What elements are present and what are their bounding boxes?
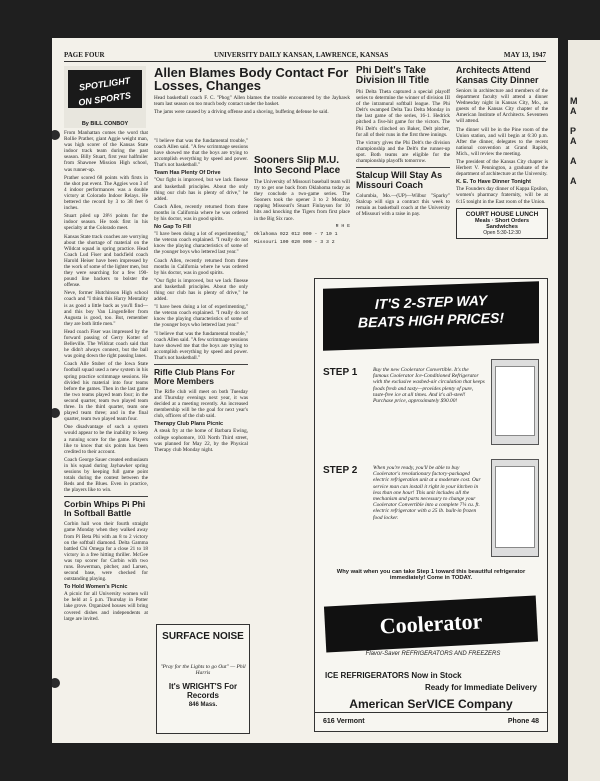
paragraph: The Founders day dinner of Kappa Epsilon, women's pharmacy fraternity, will be at 6:15 tonight in the East room of the Union.: [456, 186, 548, 205]
delivery-line: Ready for Immediate Delivery: [424, 683, 537, 692]
newspaper-page: [52, 38, 558, 743]
paragraph: "I have been doing a lot of experimenting," the veteran coach explained. "I really do not know the playing characteristics of some of the younger boys who lettered last year.": [154, 304, 248, 329]
ad-call-to-action: Why wait when you can take Step 1 toward this beautiful refrigerator immediately! Come in TODAY.: [336, 569, 526, 581]
paragraph: Neve, former Hutchinson High school coach and "I think this Harry Mentality is as good a little back as you'll find—and this boy Van Lingenfeller from Augusta is good, too. But, remember they are both little men.": [64, 290, 148, 327]
paragraph: Coach Alle Stuber of the Iowa State football squad used a new system in his spring practice scrimmage sessions. He divided his material into four teams before the games. Then in the last game the two teams played team four; in the second quarter, team two played team three. In the third quarter, team one played team three; and in the final quarter, team two played team four.: [64, 361, 148, 423]
company-phone: Phone 48: [507, 718, 539, 725]
adjacent-page-strip: [568, 40, 600, 781]
paragraph: Columbia, Mo.—(UP)—Wilbur "Sparky" Stalcup will sign a contract this week to remain as basketball coach at the University of Missouri with a raise in pay.: [356, 193, 450, 218]
corbin-headline: Corbin Whips Pi Phi In Softball Battle: [64, 499, 146, 519]
paragraph: The victory gives the Phi Delt's the division championship and the Delt's the runner-up spot. Both teams are eligible for the championship playoffs tomorrow.: [356, 139, 450, 165]
architects-column: [456, 66, 548, 274]
paragraph: One disadvantage of such a system would appear to be the inability to keep a running score for the game. Players like to know that six points has been credited to their account.: [64, 424, 148, 455]
ad-banner: [323, 281, 539, 351]
company-name: American SerVICE Company: [349, 697, 513, 711]
paragraph: The dinner will be in the Pine room of the Union station, and will begin at 6:30 p.m. After the dinner, delegates to the recent national convention at Grand Rapids, Mich., will review the meeting.: [456, 126, 548, 157]
sooners-headline: Sooners Slip M.U. Into Second Place: [254, 156, 341, 176]
phi-delt-column: [356, 66, 450, 274]
box-score-head: R H E: [335, 223, 350, 229]
ad-song: "Pray for the Lights to go Out" — Phil Harris: [160, 664, 246, 676]
box-score-line: Missouri 100 020 000 - 3 3 2: [254, 239, 335, 245]
svg-text:ON SPORTS: ON SPORTS: [77, 90, 132, 108]
paragraph: The jams were caused by a driving offense and a shoving, buffeting defense he said.: [154, 109, 329, 116]
paragraph: The Rifle club will meet on both Tuesday and Thursday evenings next year, it was decided at a meeting recently. An increased membership will be the goal for next year's club, officers of the club said.: [154, 389, 248, 420]
svg-text:SPOTLIGHT: SPOTLIGHT: [78, 75, 131, 93]
ad-tagline: Flavor-Saver REFRIGERATORS AND FREEZERS: [365, 651, 501, 657]
step-two-label: STEP 2: [323, 465, 358, 476]
paragraph: Head basketball coach F. C. "Phog" Allen blames the trouble encountered by the Jayhawk team last season on too much body contact under the basket.: [154, 95, 350, 108]
adjacent-page-text: M A P A A A: [570, 96, 578, 186]
step-one-text: Buy the new Coolerator Convertible. It's the famous Coolerator Ice-Conditioned Refrigerator with the exclusive washed-air circulation that keeps foods fresh and tasty—provides plenty of pure, taste-free ice at all times. And it's all-steel! Purchase price, approximately $90.00!: [373, 367, 485, 405]
paragraph: The president of the Kansas City chapter is Herbert V. Pennington, a graduate of the department of architecture at the University.: [456, 159, 548, 178]
step-one-label: STEP 1: [323, 367, 358, 378]
lunch-line: Sandwiches: [486, 223, 518, 230]
stalcup-headline: Stalcup Will Stay As Missouri Coach: [356, 170, 443, 190]
paragraph: Seniors in architecture and members of the department faculty will attend a dinner Wednesday night in Kansas City, Mo., as guests of the Kansas City chapter of the American Institute of Architects. Seventeen will attend.: [456, 88, 548, 125]
page-number: PAGE FOUR: [64, 51, 105, 59]
refrigerator-door: [495, 466, 535, 548]
paragraph: Coach Allen, recently returned from three months in California where he was ordered by his doctor, was in good spirits.: [154, 203, 248, 223]
phi-delt-headline: Phi Delt's Take Division III Title: [356, 66, 430, 86]
step-two-text: When you're ready, you'll be able to buy Coolerator's revolutionary factory-packaged electric refrigeration unit at a moderate cost. Our service man can install it right in your kitchen in less than one hour! This unit includes all the mechanism and parts necessary to change your Coolerator Convertible into a complete 7¼ cu. ft. electric refrigerator with a 25 lb. built-in frozen food locker.: [373, 465, 481, 521]
banner-line: IT'S 2-STEP WAY: [374, 292, 488, 312]
paragraph: Corbin hall won their fourth straight game Monday when they walked away from Pi Beta Phi with an 8 to 2 victory on the softball diamond. Delta Gamma battled Chi Omega for a close 21 to 18 victory in a free hitting thriller. McGee was top scorer for Corbin with two runs. Bowerman, pitcher, and Larsen, second base, were checked for outstanding playing.: [64, 521, 148, 583]
refrigerator-image: [491, 359, 539, 445]
court-house-lunch-ad: [456, 208, 548, 239]
therapy-headline: Therapy Club Plans Picnic: [154, 421, 224, 428]
paper-name: UNIVERSITY DAILY KANSAN, LAWRENCE, KANSAS: [214, 51, 389, 59]
paragraph: "I believe that was the fundamental trouble," coach Allen said. "A few scrimmage sessions have showed me that the boys are trying to accomplish everything by speed and power. That's not basketball.": [154, 330, 248, 361]
paragraph: Prather scored 68 points with firsts in the shot put event. The Aggies won 3 of 4 indoor performances was a double victory at Colorado Indoor Relays. He bettered the record by 3 to 38 feet 6 inches.: [64, 174, 148, 212]
rifle-headline: Rifle Club Plans For More Members: [154, 367, 235, 386]
binding-hole: [52, 130, 60, 140]
paragraph: Coach Allen, recently returned from three months in California where he was ordered by his doctor, was in good spirits.: [154, 257, 248, 276]
paragraph: The University of Missouri baseball team will try to get one back from Oklahoma today as they conclude a two-game series. The Sooners took the opener 3 to 2 Monday, rapping Missouri's Stuart Finlayson for 10 hits and knocking the Tigers from first place in the Big Six race.: [254, 179, 350, 222]
lunch-line: Meals · Short Orders: [474, 217, 530, 224]
ad-store: It's WRIGHT'S For Records: [168, 682, 238, 700]
banner-line: BEATS HIGH PRICES!: [358, 309, 504, 331]
sooners-story: [254, 156, 350, 276]
picnic-headline: To Hold Women's Picnic: [64, 584, 128, 591]
coolerator-ad: [314, 278, 548, 732]
divider: [154, 364, 248, 365]
refrigerator-image: [491, 459, 539, 557]
divider: [356, 167, 450, 168]
paragraph: "Our fight is improved, but we lack finesse and basketball principles. About the only thing our club has is plenty of drive," he added.: [154, 277, 248, 303]
binding-hole: [52, 408, 60, 418]
paragraph: Kansas State track coaches are worrying about the shortage of material on the Wildcat squad in spring practice. Head Coach Lud Fiser and backfield coach Harold Heiser have been impressed by the work of some of the lighter men, but they were searching for a few 190-pound line backers to bolster the offense.: [64, 233, 148, 289]
box-score-line: Oklahoma 022 012 000 - 7 10 1: [254, 231, 338, 237]
lunch-hours: Open 5:30-12:30: [483, 229, 521, 236]
page-header: [64, 51, 546, 62]
coolerator-logo: Coolerator: [324, 595, 538, 652]
paragraph: Phi Delta Theta captured a special playoff series to determine the winner of division III of the intramural softball league. The Phi Delt's swamped Delta Tau Delta Monday in the last game of the series, 16-1. Hedrick pitched a five-hit game for the victors. The Phi Delt's clinched on Baker, Delt pitcher, for all of their runs in the first three innings.: [356, 89, 450, 138]
architects-headline: Architects Attend Kansas City Dinner: [456, 66, 539, 85]
ad-title: SURFACE NOISE: [162, 631, 244, 642]
subhead: Team Has Plenty Of Drive: [154, 170, 221, 177]
spotlight-logo: [64, 66, 146, 128]
lunch-name: COURT HOUSE LUNCH: [465, 210, 539, 218]
company-address: 616 Vermont: [323, 718, 365, 725]
paragraph: Stuart piled up 28½ points for the indoor season. He took first in his specialty at the Colorado meet.: [64, 213, 148, 232]
issue-date: MAY 13, 1947: [503, 51, 546, 59]
ad-address: 846 Mass.: [188, 702, 218, 708]
spotlight-byline: By BILL CONBOY: [81, 121, 129, 127]
spotlight-logo-art: [64, 66, 146, 112]
ad-footer: [315, 712, 547, 731]
refrigerator-door: [495, 366, 535, 436]
paragraph: A picnic for all University women will be held at 5 p.m. Thursday in Potter lake grove. Organized houses will bring covered dishes and independents at large are invited.: [64, 591, 148, 622]
kt-headline: K. E. To Have Dinner Tonight: [456, 179, 531, 186]
surface-noise-ad: [156, 624, 250, 734]
sports-column: [64, 130, 148, 730]
paragraph: From Manhattan comes the word that Rollie Prather, giant Aggie weight man, was high scorer of the Kansas State indoor track team during the past season. Billy Stuart, first year halfmiler from Shawnee Mission High school, was runner-up.: [64, 130, 148, 173]
allen-headline: Allen Blames Body Contact For Losses, Changes: [154, 66, 349, 93]
paragraph: Head coach Fiser was impressed by the forward passing of Gerry Kotter of Belleville. The Wildcat coach said that he didn't always connect, but the ball was going down the right passing lanes.: [64, 328, 148, 360]
paragraph: "Our fight is improved, but we lack finesse and basketball principles. About the only thing our club has is plenty of drive," he added.: [154, 177, 248, 202]
divider: [64, 496, 148, 497]
binding-hole: [52, 678, 60, 688]
ice-refrigerators-line: ICE REFRIGERATORS Now in Stock: [325, 671, 462, 680]
paragraph: "I have been doing a lot of experimenting," the veteran coach explained. "I really do not know the playing characteristics of some of the younger boys who lettered last year.": [154, 231, 248, 256]
paragraph: A steak fry at the home of Barbara Ewing, college sophomore, 103 North Third street, was planned for May 22, by the Physical Therapy club Monday night.: [154, 428, 248, 453]
paragraph: Coach George Sauer created enthusiasm in his squad during Jayhawker spring sessions by keeping full game point totals during the contest between the Reds and the Blues. Even in practice, the players like to win.: [64, 456, 148, 494]
subhead: No Gap To Fill: [154, 224, 191, 231]
allen-column: [154, 138, 248, 618]
paragraph: "I believe that was the fundamental trouble," coach Allen said. "A few scrimmage sessions have showed me that the boys are trying to accomplish everything by speed and power. That's not basketball.": [154, 138, 248, 169]
